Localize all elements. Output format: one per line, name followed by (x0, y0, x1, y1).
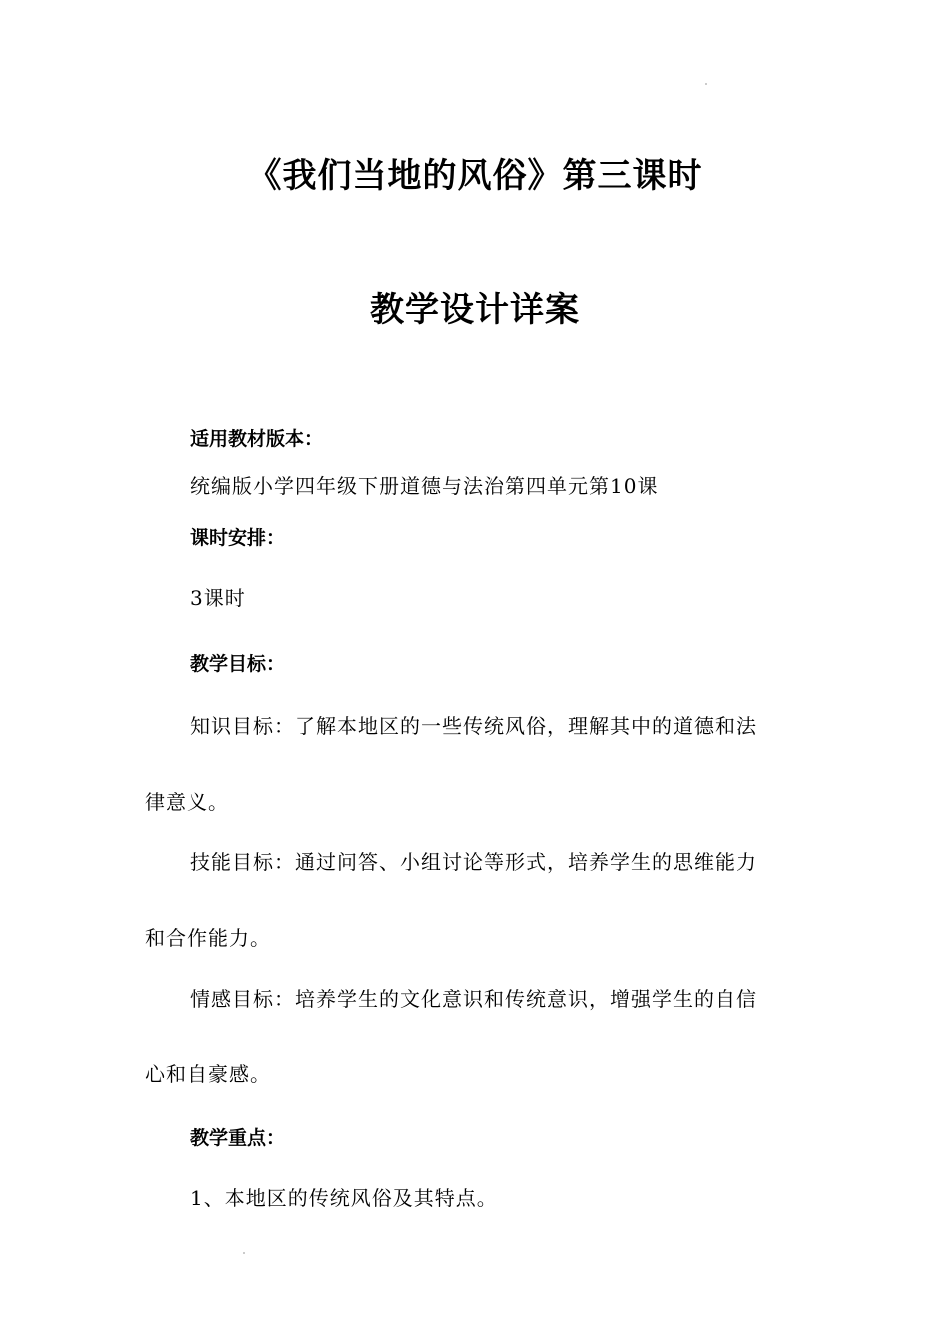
schedule-label: 课时安排： (190, 527, 286, 549)
document-title-line2: 教学设计详案 (370, 290, 580, 330)
knowledge-objective-line2: 律意义。 (145, 790, 229, 814)
textbook-label: 适用教材版本： (190, 428, 324, 450)
page-speck (243, 1252, 245, 1254)
emotion-objective-line2: 心和自豪感。 (145, 1062, 271, 1086)
schedule-value: 3课时 (190, 586, 246, 610)
textbook-value: 统编版小学四年级下册道德与法治第四单元第10课 (190, 474, 659, 498)
objectives-label: 教学目标： (190, 653, 286, 675)
emotion-objective-line1: 情感目标：培养学生的文化意识和传统意识，增强学生的自信 (190, 987, 757, 1011)
focus-item-1: 1、本地区的传统风俗及其特点。 (190, 1186, 498, 1210)
focus-label: 教学重点： (190, 1127, 286, 1149)
skill-objective-line2: 和合作能力。 (145, 926, 271, 950)
knowledge-objective-line1: 知识目标：了解本地区的一些传统风俗，理解其中的道德和法 (190, 714, 757, 738)
page-speck (705, 83, 707, 85)
skill-objective-line1: 技能目标：通过问答、小组讨论等形式，培养学生的思维能力 (190, 850, 757, 874)
document-title-line1: 《我们当地的风俗》第三课时 (247, 156, 703, 196)
